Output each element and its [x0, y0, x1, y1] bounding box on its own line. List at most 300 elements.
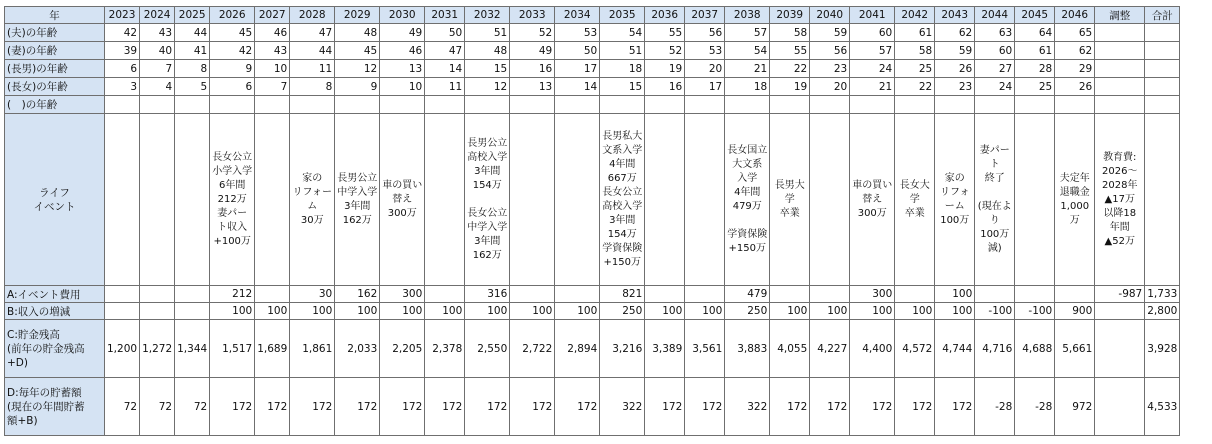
life-event-cell: 長男大学 卒業 [770, 114, 810, 286]
value-cell [895, 286, 935, 303]
age-cell: 14 [425, 60, 465, 78]
value-cell: 1,200 [105, 320, 140, 378]
row-label: (妻)の年齢 [5, 42, 105, 60]
age-cell [380, 96, 425, 114]
life-event-cell [255, 114, 290, 286]
year-header: 2026 [210, 7, 255, 24]
age-cell: 59 [935, 42, 975, 60]
value-cell: 4,572 [895, 320, 935, 378]
value-cell: 172 [770, 378, 810, 436]
age-cell: 25 [895, 60, 935, 78]
value-cell [810, 286, 850, 303]
age-cell: 7 [255, 78, 290, 96]
adjust-cell [1095, 320, 1145, 378]
age-cell: 42 [210, 42, 255, 60]
row-label: ( )の年齢 [5, 96, 105, 114]
age-cell: 43 [255, 42, 290, 60]
value-cell: 4,716 [975, 320, 1015, 378]
value-cell: 100 [510, 303, 555, 320]
age-cell: 19 [645, 60, 685, 78]
money-row [5, 378, 1180, 436]
value-cell: -100 [1015, 303, 1055, 320]
age-cell: 50 [555, 42, 600, 60]
year-header: 2025 [175, 7, 210, 24]
value-cell [175, 303, 210, 320]
age-cell: 27 [975, 60, 1015, 78]
year-header: 2038 [725, 7, 770, 24]
age-cell: 20 [810, 78, 850, 96]
adjust-cell [1095, 303, 1145, 320]
value-cell: 322 [600, 378, 645, 436]
value-cell: 2,722 [510, 320, 555, 378]
row-label: ライフ イベント [5, 114, 105, 286]
age-cell: 12 [465, 78, 510, 96]
age-cell [255, 96, 290, 114]
value-cell: 100 [935, 286, 975, 303]
age-cell: 8 [175, 60, 210, 78]
age-cell: 51 [600, 42, 645, 60]
age-cell: 18 [600, 60, 645, 78]
year-header: 2031 [425, 7, 465, 24]
year-header: 2036 [645, 7, 685, 24]
age-cell: 4 [140, 78, 175, 96]
value-cell [425, 286, 465, 303]
age-cell: 15 [465, 60, 510, 78]
year-header: 2037 [685, 7, 725, 24]
life-event-cell [425, 114, 465, 286]
total-cell: 4,533 [1145, 378, 1180, 436]
life-event-cell: 長男私大 文系入学 4年間 667万 長女公立 高校入学 3年間 154万 学資保険 +150万 [600, 114, 645, 286]
year-header: 2046 [1055, 7, 1095, 24]
age-cell: 14 [555, 78, 600, 96]
age-cell [850, 96, 895, 114]
value-cell: 5,661 [1055, 320, 1095, 378]
value-cell: 479 [725, 286, 770, 303]
value-cell: 100 [380, 303, 425, 320]
value-cell: 1,272 [140, 320, 175, 378]
value-cell: 72 [175, 378, 210, 436]
row-label: A:イベント費用 [5, 286, 105, 303]
value-cell: 172 [645, 378, 685, 436]
value-cell: 3,883 [725, 320, 770, 378]
year-header: 2029 [335, 7, 380, 24]
age-cell: 65 [1055, 24, 1095, 42]
value-cell [140, 286, 175, 303]
value-cell: 100 [935, 303, 975, 320]
value-cell: 172 [935, 378, 975, 436]
life-event-cell: 家の リフォーム 100万 [935, 114, 975, 286]
adjust-cell [1095, 60, 1145, 78]
age-cell: 13 [380, 60, 425, 78]
value-cell: 2,033 [335, 320, 380, 378]
age-cell: 13 [510, 78, 555, 96]
year-header: 2042 [895, 7, 935, 24]
value-cell: 172 [685, 378, 725, 436]
value-cell: 3,561 [685, 320, 725, 378]
value-cell: 3,389 [645, 320, 685, 378]
value-cell: 100 [210, 303, 255, 320]
age-row [5, 96, 1180, 114]
age-cell: 59 [810, 24, 850, 42]
age-cell [1015, 96, 1055, 114]
value-cell: 100 [335, 303, 380, 320]
year-header: 2030 [380, 7, 425, 24]
life-event-cell: 長女国立 大文系 入学 4年間 479万 学資保険 +150万 [725, 114, 770, 286]
life-event-cell [810, 114, 850, 286]
age-cell [510, 96, 555, 114]
age-cell: 5 [175, 78, 210, 96]
value-cell: 1,689 [255, 320, 290, 378]
age-cell: 43 [140, 24, 175, 42]
year-header: 2041 [850, 7, 895, 24]
value-cell: 172 [210, 378, 255, 436]
value-cell: 100 [255, 303, 290, 320]
year-header: 2044 [975, 7, 1015, 24]
value-cell: 30 [290, 286, 335, 303]
age-cell: 53 [555, 24, 600, 42]
row-label: (長女)の年齢 [5, 78, 105, 96]
year-header: 2043 [935, 7, 975, 24]
value-cell: 1,517 [210, 320, 255, 378]
header-label: 年 [5, 7, 105, 24]
year-header: 2034 [555, 7, 600, 24]
life-event-cell: 車の買い 替え 300万 [380, 114, 425, 286]
age-cell [140, 96, 175, 114]
age-cell [770, 96, 810, 114]
age-cell: 61 [895, 24, 935, 42]
age-cell: 48 [335, 24, 380, 42]
value-cell: 2,378 [425, 320, 465, 378]
adjust-cell [1095, 24, 1145, 42]
value-cell: 100 [290, 303, 335, 320]
adjust-cell [1095, 42, 1145, 60]
adjust-cell: 教育費: 2026～ 2028年 ▲17万 以降18 年間 ▲52万 [1095, 114, 1145, 286]
adjust-cell [1095, 78, 1145, 96]
value-cell: 212 [210, 286, 255, 303]
year-header: 2035 [600, 7, 645, 24]
age-cell: 11 [290, 60, 335, 78]
value-cell [1055, 286, 1095, 303]
age-cell: 42 [105, 24, 140, 42]
value-cell: 1,861 [290, 320, 335, 378]
age-cell: 20 [685, 60, 725, 78]
value-cell [105, 286, 140, 303]
age-cell: 7 [140, 60, 175, 78]
age-cell [210, 96, 255, 114]
value-cell: 72 [140, 378, 175, 436]
age-cell [975, 96, 1015, 114]
age-cell: 41 [175, 42, 210, 60]
age-cell: 46 [380, 42, 425, 60]
age-cell: 22 [770, 60, 810, 78]
age-cell: 6 [210, 78, 255, 96]
age-cell [465, 96, 510, 114]
year-header: 2045 [1015, 7, 1055, 24]
age-cell: 39 [105, 42, 140, 60]
age-cell: 62 [1055, 42, 1095, 60]
value-cell: 100 [810, 303, 850, 320]
age-cell: 60 [975, 42, 1015, 60]
year-header: 2032 [465, 7, 510, 24]
value-cell [770, 286, 810, 303]
adjust-header: 調整 [1095, 7, 1145, 24]
age-cell: 17 [685, 78, 725, 96]
value-cell: 100 [465, 303, 510, 320]
value-cell: 300 [850, 286, 895, 303]
year-header: 2040 [810, 7, 850, 24]
value-cell: 972 [1055, 378, 1095, 436]
age-cell: 57 [725, 24, 770, 42]
age-cell: 23 [810, 60, 850, 78]
age-cell [290, 96, 335, 114]
age-cell: 47 [290, 24, 335, 42]
age-row [5, 24, 1180, 42]
life-event-cell [555, 114, 600, 286]
age-cell: 54 [725, 42, 770, 60]
life-event-cell: 妻パート 終了 (現在より 100万減) [975, 114, 1015, 286]
life-event-cell [175, 114, 210, 286]
value-cell [685, 286, 725, 303]
age-cell: 55 [645, 24, 685, 42]
value-cell: 4,055 [770, 320, 810, 378]
value-cell [645, 286, 685, 303]
value-cell: 316 [465, 286, 510, 303]
age-cell: 49 [510, 42, 555, 60]
life-event-cell [1015, 114, 1055, 286]
row-label: D:毎年の貯蓄額 (現在の年間貯蓄 額+B) [5, 378, 105, 436]
age-cell: 16 [510, 60, 555, 78]
age-cell: 9 [335, 78, 380, 96]
value-cell: 100 [850, 303, 895, 320]
value-cell: 2,205 [380, 320, 425, 378]
value-cell [510, 286, 555, 303]
age-cell: 9 [210, 60, 255, 78]
life-event-cell [510, 114, 555, 286]
age-cell [425, 96, 465, 114]
age-cell: 28 [1015, 60, 1055, 78]
value-cell: 1,344 [175, 320, 210, 378]
age-row [5, 60, 1180, 78]
age-row [5, 78, 1180, 96]
age-cell [935, 96, 975, 114]
value-cell: 100 [425, 303, 465, 320]
value-cell: 300 [380, 286, 425, 303]
life-event-cell: 車の買い 替え 300万 [850, 114, 895, 286]
value-cell: 4,688 [1015, 320, 1055, 378]
adjust-cell: -987 [1095, 286, 1145, 303]
value-cell: 162 [335, 286, 380, 303]
life-event-cell [685, 114, 725, 286]
value-cell: 172 [290, 378, 335, 436]
age-cell: 62 [935, 24, 975, 42]
age-cell [645, 96, 685, 114]
value-cell [975, 286, 1015, 303]
age-cell: 54 [600, 24, 645, 42]
value-cell: 100 [645, 303, 685, 320]
total-cell [1145, 78, 1180, 96]
value-cell: 250 [600, 303, 645, 320]
age-cell: 56 [810, 42, 850, 60]
life-event-cell: 長女大学 卒業 [895, 114, 935, 286]
total-cell [1145, 42, 1180, 60]
value-cell: 250 [725, 303, 770, 320]
age-cell: 10 [380, 78, 425, 96]
adjust-cell [1095, 378, 1145, 436]
age-cell: 23 [935, 78, 975, 96]
age-cell [335, 96, 380, 114]
value-cell [255, 286, 290, 303]
value-cell: 100 [770, 303, 810, 320]
value-cell: 172 [510, 378, 555, 436]
age-cell: 55 [770, 42, 810, 60]
life-event-cell: 家の リフォーム 30万 [290, 114, 335, 286]
value-cell: -28 [975, 378, 1015, 436]
header-row [5, 7, 1180, 24]
row-label: C:貯金残高 (前年の貯金残高 +D) [5, 320, 105, 378]
year-header: 2023 [105, 7, 140, 24]
row-label: B:収入の増減 [5, 303, 105, 320]
age-cell: 45 [210, 24, 255, 42]
age-cell: 29 [1055, 60, 1095, 78]
age-cell: 6 [105, 60, 140, 78]
age-cell: 52 [510, 24, 555, 42]
value-cell: 4,227 [810, 320, 850, 378]
age-cell: 26 [1055, 78, 1095, 96]
value-cell: 172 [895, 378, 935, 436]
age-cell [105, 96, 140, 114]
age-cell: 57 [850, 42, 895, 60]
age-cell: 26 [935, 60, 975, 78]
age-cell: 8 [290, 78, 335, 96]
age-cell: 19 [770, 78, 810, 96]
value-cell: 72 [105, 378, 140, 436]
total-header: 合計 [1145, 7, 1180, 24]
value-cell: 4,744 [935, 320, 975, 378]
money-row [5, 320, 1180, 378]
age-cell: 56 [685, 24, 725, 42]
age-cell: 22 [895, 78, 935, 96]
age-cell: 63 [975, 24, 1015, 42]
age-cell: 58 [895, 42, 935, 60]
age-cell: 16 [645, 78, 685, 96]
value-cell: 900 [1055, 303, 1095, 320]
life-event-cell: 長男公立 中学入学 3年間 162万 [335, 114, 380, 286]
value-cell: 821 [600, 286, 645, 303]
age-cell: 18 [725, 78, 770, 96]
value-cell: 172 [255, 378, 290, 436]
life-event-cell: 長男公立 高校入学 3年間 154万 長女公立 中学入学 3年間 162万 [465, 114, 510, 286]
age-cell: 24 [850, 60, 895, 78]
value-cell: 172 [555, 378, 600, 436]
value-cell: 172 [425, 378, 465, 436]
age-cell: 50 [425, 24, 465, 42]
value-cell: 2,550 [465, 320, 510, 378]
value-cell: 2,894 [555, 320, 600, 378]
year-header: 2039 [770, 7, 810, 24]
value-cell [555, 286, 600, 303]
value-cell: 172 [850, 378, 895, 436]
value-cell: 172 [465, 378, 510, 436]
life-event-cell [105, 114, 140, 286]
value-cell [140, 303, 175, 320]
value-cell: -100 [975, 303, 1015, 320]
year-header: 2028 [290, 7, 335, 24]
life-event-cell [645, 114, 685, 286]
age-cell: 46 [255, 24, 290, 42]
value-cell [175, 286, 210, 303]
age-cell: 17 [555, 60, 600, 78]
age-cell: 48 [465, 42, 510, 60]
row-label: (夫)の年齢 [5, 24, 105, 42]
age-cell: 61 [1015, 42, 1055, 60]
age-cell [685, 96, 725, 114]
life-event-cell [140, 114, 175, 286]
value-cell: 172 [380, 378, 425, 436]
age-cell: 21 [725, 60, 770, 78]
year-header: 2027 [255, 7, 290, 24]
life-plan-table [4, 6, 1180, 436]
life-event-cell: 夫定年 退職金 1,000万 [1055, 114, 1095, 286]
value-cell [1015, 286, 1055, 303]
adjust-cell [1095, 96, 1145, 114]
age-cell: 44 [290, 42, 335, 60]
age-cell: 24 [975, 78, 1015, 96]
age-cell [600, 96, 645, 114]
age-cell: 11 [425, 78, 465, 96]
age-cell: 12 [335, 60, 380, 78]
total-cell [1145, 114, 1180, 286]
value-cell: 172 [335, 378, 380, 436]
age-cell: 58 [770, 24, 810, 42]
total-cell [1145, 60, 1180, 78]
age-cell: 21 [850, 78, 895, 96]
age-cell: 53 [685, 42, 725, 60]
age-cell: 40 [140, 42, 175, 60]
age-cell: 51 [465, 24, 510, 42]
value-cell: 100 [555, 303, 600, 320]
money-row [5, 286, 1180, 303]
age-cell: 60 [850, 24, 895, 42]
age-cell: 47 [425, 42, 465, 60]
total-cell: 1,733 [1145, 286, 1180, 303]
value-cell [105, 303, 140, 320]
value-cell: -28 [1015, 378, 1055, 436]
age-cell: 3 [105, 78, 140, 96]
age-cell: 15 [600, 78, 645, 96]
year-header: 2024 [140, 7, 175, 24]
total-cell [1145, 96, 1180, 114]
value-cell: 4,400 [850, 320, 895, 378]
total-cell: 2,800 [1145, 303, 1180, 320]
value-cell: 3,216 [600, 320, 645, 378]
age-cell [555, 96, 600, 114]
age-cell: 25 [1015, 78, 1055, 96]
age-cell [810, 96, 850, 114]
age-cell: 49 [380, 24, 425, 42]
money-row [5, 303, 1180, 320]
age-cell [725, 96, 770, 114]
age-cell: 52 [645, 42, 685, 60]
row-label: (長男)の年齢 [5, 60, 105, 78]
age-row [5, 42, 1180, 60]
age-cell [895, 96, 935, 114]
age-cell: 64 [1015, 24, 1055, 42]
age-cell: 44 [175, 24, 210, 42]
total-cell [1145, 24, 1180, 42]
age-cell: 10 [255, 60, 290, 78]
value-cell: 100 [895, 303, 935, 320]
age-cell [175, 96, 210, 114]
